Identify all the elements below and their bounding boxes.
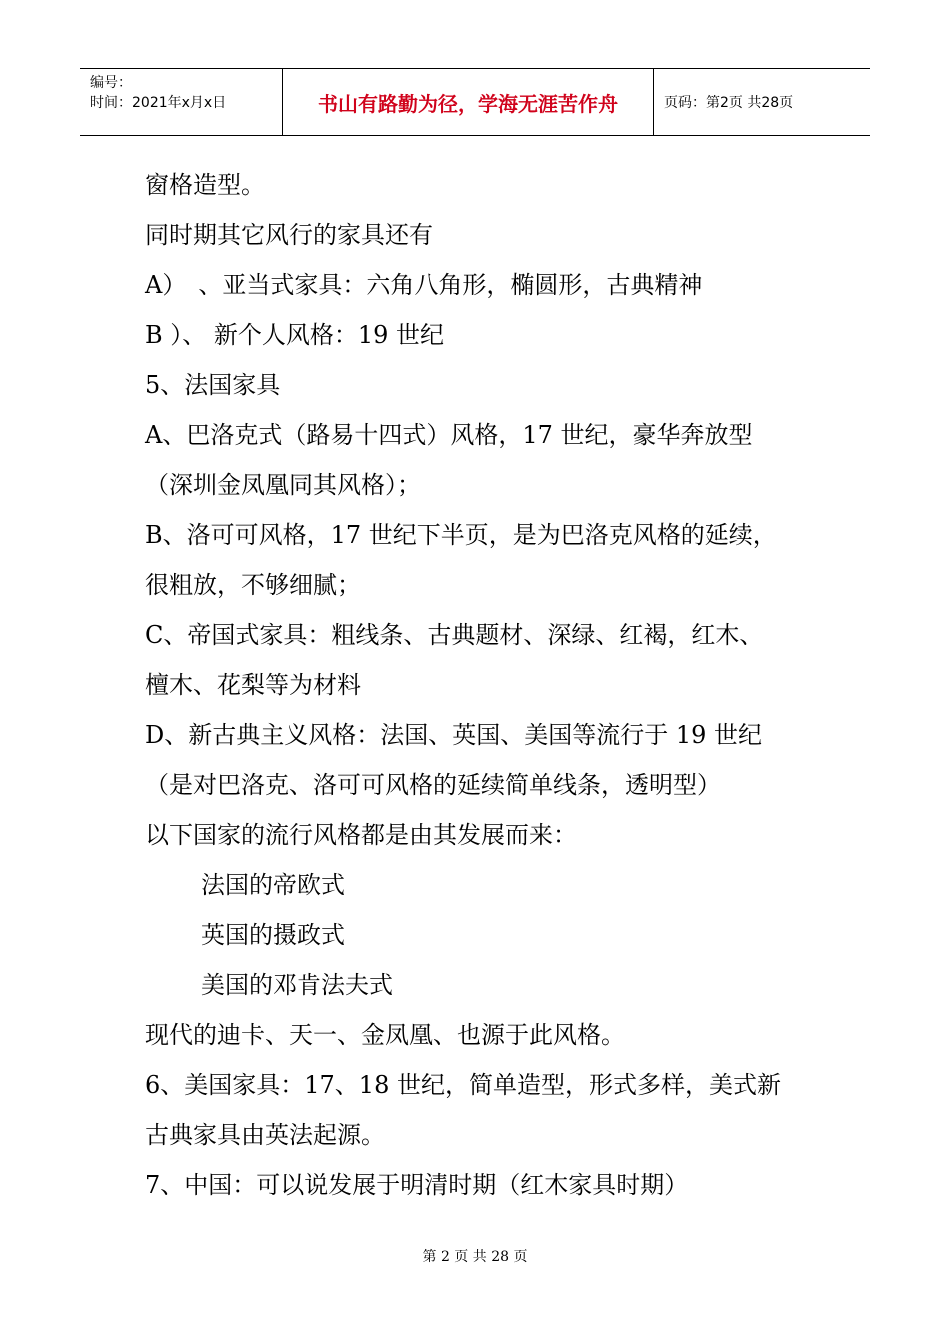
page-header [80,68,870,136]
text-line: A、巴洛克式（路易十四式）风格，17 世纪，豪华奔放型 [145,421,753,449]
header-motto-cell [282,69,654,135]
section-heading: 7、中国：可以说发展于明清时期（红木家具时期） [145,1171,689,1199]
text-line: （是对巴洛克、洛可可风格的延续简单线条，透明型） [145,771,721,799]
text-line: B、洛可可风格，17 世纪下半页，是为巴洛克风格的延续， [145,521,777,549]
text-line: 以下国家的流行风格都是由其发展而来： [145,821,577,849]
page-footer: 第 2 页 共 28 页 [422,1249,528,1265]
section-heading: 6、美国家具：17、18 世纪，简单造型，形式多样，美式新 [145,1071,781,1099]
text-line: 现代的迪卡、天一、金凤凰、也源于此风格。 [145,1021,625,1049]
header-meta [80,69,282,135]
text-line: （深圳金凤凰同其风格）； [145,471,421,499]
section-heading: 5、法国家具 [145,371,281,399]
document-body [145,160,825,1210]
text-line: B ）、 新个人风格：19 世纪 [145,321,445,349]
text-line: C、帝国式家具：粗线条、古典题材、深绿、红褐，红木、 [145,621,764,649]
text-line: 同时期其它风行的家具还有 [145,221,433,249]
text-line: 檀木、花梨等为材料 [145,671,361,699]
text-line: 很粗放，不够细腻； [145,571,361,599]
text-line: A） 、亚当式家具：六角八角形，椭圆形，古典精神 [145,271,703,299]
list-item: 英国的摄政式 [201,921,345,949]
list-item: 法国的帝欧式 [201,871,345,899]
header-motto: 书山有路勤为径，学海无涯苦作舟 [318,91,618,116]
header-page-info: 页码：第2页 共28页 [664,95,794,111]
text-line: 古典家具由英法起源。 [145,1121,385,1149]
text-line: D、新古典主义风格：法国、英国、美国等流行于 19 世纪 [145,721,763,749]
text-line: 窗格造型。 [145,171,265,199]
date-label: 时间：2021年x月x日 [90,95,227,111]
list-item: 美国的邓肯法夫式 [201,971,393,999]
serial-label: 编号： [90,75,132,91]
